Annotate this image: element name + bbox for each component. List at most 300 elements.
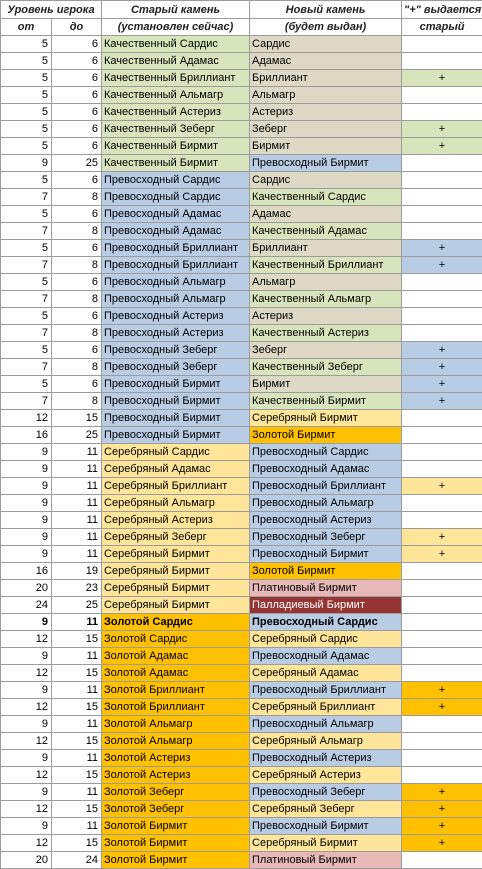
plus-returned-header: "+" выдается	[402, 1, 482, 19]
level-to-cell: 15	[52, 699, 102, 716]
plus-returned-cell: +	[402, 682, 482, 699]
new-stone-cell: Превосходный Бриллиант	[250, 682, 402, 699]
player-level-header: Уровень игрока	[1, 1, 102, 19]
table-row	[1, 36, 482, 53]
old-stone-cell: Качественный Зеберг	[102, 121, 250, 138]
old-stone-cell: Превосходный Бирмит	[102, 410, 250, 427]
level-to-cell: 8	[52, 359, 102, 376]
table-row	[1, 291, 482, 308]
level-from-cell: 5	[1, 240, 52, 257]
level-from-cell: 5	[1, 274, 52, 291]
plus-returned-cell: +	[402, 138, 482, 155]
plus-returned-cell	[402, 223, 482, 240]
old-stone-cell: Серебряный Бирмит	[102, 597, 250, 614]
new-stone-cell: Серебряный Бирмит	[250, 835, 402, 852]
plus-returned-cell	[402, 291, 482, 308]
new-stone-cell: Превосходный Бирмит	[250, 546, 402, 563]
plus-returned-cell	[402, 512, 482, 529]
level-from-cell: 9	[1, 682, 52, 699]
old-stone-cell: Превосходный Альмагр	[102, 291, 250, 308]
level-from-cell: 12	[1, 410, 52, 427]
table-row	[1, 376, 482, 393]
old-stone-cell: Золотой Альмагр	[102, 716, 250, 733]
new-stone-cell: Серебряный Альмагр	[250, 733, 402, 750]
new-stone-cell: Превосходный Альмагр	[250, 716, 402, 733]
level-to-cell: 11	[52, 444, 102, 461]
level-to-cell: 15	[52, 665, 102, 682]
new-stone-cell: Бирмит	[250, 376, 402, 393]
level-to-cell: 6	[52, 121, 102, 138]
level-to-cell: 25	[52, 155, 102, 172]
level-to-cell: 6	[52, 308, 102, 325]
level-from-cell: 5	[1, 376, 52, 393]
table-row	[1, 427, 482, 444]
old-stone-cell: Превосходный Адамас	[102, 206, 250, 223]
old-stone-cell: Превосходный Бирмит	[102, 427, 250, 444]
level-to-cell: 11	[52, 529, 102, 546]
level-from-cell: 5	[1, 138, 52, 155]
plus-returned-cell	[402, 104, 482, 121]
table-row	[1, 53, 482, 70]
level-to-cell: 8	[52, 325, 102, 342]
level-from-cell: 9	[1, 818, 52, 835]
new-stone-cell: Превосходный Зеберг	[250, 529, 402, 546]
table-row	[1, 104, 482, 121]
plus-returned-cell	[402, 172, 482, 189]
from-header: от	[1, 19, 52, 36]
plus-returned-cell	[402, 444, 482, 461]
level-from-cell: 7	[1, 325, 52, 342]
plus-returned-cell: +	[402, 393, 482, 410]
table-row	[1, 257, 482, 274]
level-from-cell: 9	[1, 155, 52, 172]
table-body	[1, 36, 482, 869]
old-stone-cell: Качественный Астериз	[102, 104, 250, 121]
old-stone-subheader: (установлен сейчас)	[102, 19, 250, 36]
level-to-cell: 11	[52, 750, 102, 767]
plus-returned-cell	[402, 767, 482, 784]
table-row	[1, 274, 482, 291]
table-row	[1, 223, 482, 240]
level-from-cell: 9	[1, 495, 52, 512]
table-row	[1, 206, 482, 223]
level-from-cell: 9	[1, 444, 52, 461]
table-row	[1, 87, 482, 104]
new-stone-cell: Серебряный Бирмит	[250, 410, 402, 427]
table-row	[1, 172, 482, 189]
new-stone-cell: Астериз	[250, 104, 402, 121]
table-row	[1, 563, 482, 580]
new-stone-cell: Превосходный Бриллиант	[250, 478, 402, 495]
plus-returned-cell	[402, 427, 482, 444]
table-row	[1, 546, 482, 563]
new-stone-cell: Зеберг	[250, 121, 402, 138]
plus-returned-cell	[402, 461, 482, 478]
level-from-cell: 7	[1, 291, 52, 308]
old-stone-cell: Серебряный Альмагр	[102, 495, 250, 512]
plus-returned-cell: +	[402, 801, 482, 818]
plus-returned-cell: +	[402, 70, 482, 87]
new-stone-cell: Адамас	[250, 53, 402, 70]
new-stone-cell: Превосходный Астериз	[250, 750, 402, 767]
level-to-cell: 6	[52, 206, 102, 223]
new-stone-cell: Превосходный Бирмит	[250, 818, 402, 835]
new-stone-cell: Превосходный Астериз	[250, 512, 402, 529]
level-to-cell: 6	[52, 36, 102, 53]
old-stone-cell: Качественный Бирмит	[102, 138, 250, 155]
level-to-cell: 11	[52, 648, 102, 665]
old-stone-cell: Превосходный Сардис	[102, 172, 250, 189]
table-row	[1, 512, 482, 529]
plus-returned-cell: +	[402, 784, 482, 801]
level-to-cell: 11	[52, 716, 102, 733]
new-stone-cell: Качественный Сардис	[250, 189, 402, 206]
plus-returned-cell: +	[402, 529, 482, 546]
level-to-cell: 8	[52, 393, 102, 410]
table-row	[1, 801, 482, 818]
old-stone-cell: Золотой Бирмит	[102, 852, 250, 869]
level-to-cell: 11	[52, 495, 102, 512]
new-stone-cell: Зеберг	[250, 342, 402, 359]
table-row	[1, 648, 482, 665]
new-stone-subheader: (будет выдан)	[250, 19, 402, 36]
table-row	[1, 138, 482, 155]
new-stone-cell: Превосходный Бирмит	[250, 155, 402, 172]
table-row	[1, 359, 482, 376]
plus-returned-cell: +	[402, 478, 482, 495]
table-row	[1, 478, 482, 495]
old-stone-cell: Качественный Бриллиант	[102, 70, 250, 87]
old-stone-cell: Серебряный Зеберг	[102, 529, 250, 546]
new-stone-cell: Адамас	[250, 206, 402, 223]
level-from-cell: 12	[1, 699, 52, 716]
level-to-cell: 6	[52, 104, 102, 121]
table-row	[1, 716, 482, 733]
plus-returned-cell	[402, 53, 482, 70]
old-stone-cell: Золотой Зеберг	[102, 801, 250, 818]
new-stone-cell: Золотой Бирмит	[250, 427, 402, 444]
level-from-cell: 9	[1, 648, 52, 665]
table-row	[1, 818, 482, 835]
level-from-cell: 12	[1, 665, 52, 682]
level-to-cell: 23	[52, 580, 102, 597]
plus-returned-cell	[402, 597, 482, 614]
old-stone-cell: Серебряный Бирмит	[102, 580, 250, 597]
level-to-cell: 11	[52, 784, 102, 801]
new-stone-cell: Превосходный Адамас	[250, 648, 402, 665]
old-stone-cell: Золотой Бирмит	[102, 835, 250, 852]
level-to-cell: 11	[52, 512, 102, 529]
level-from-cell: 5	[1, 70, 52, 87]
level-from-cell: 5	[1, 206, 52, 223]
plus-returned-cell	[402, 36, 482, 53]
level-from-cell: 9	[1, 478, 52, 495]
level-from-cell: 9	[1, 546, 52, 563]
level-from-cell: 24	[1, 597, 52, 614]
table-row	[1, 461, 482, 478]
old-stone-cell: Превосходный Астериз	[102, 325, 250, 342]
table-row	[1, 529, 482, 546]
header-row-1	[1, 1, 482, 19]
level-from-cell: 7	[1, 189, 52, 206]
level-from-cell: 5	[1, 172, 52, 189]
plus-returned-cell	[402, 852, 482, 869]
old-stone-cell: Золотой Бирмит	[102, 818, 250, 835]
table-row	[1, 699, 482, 716]
level-to-cell: 8	[52, 223, 102, 240]
new-stone-cell: Бриллиант	[250, 70, 402, 87]
plus-returned-cell	[402, 716, 482, 733]
new-stone-cell: Качественный Альмагр	[250, 291, 402, 308]
level-from-cell: 9	[1, 529, 52, 546]
level-to-cell: 6	[52, 172, 102, 189]
old-stone-cell: Качественный Альмагр	[102, 87, 250, 104]
old-stone-cell: Золотой Зеберг	[102, 784, 250, 801]
level-to-cell: 11	[52, 546, 102, 563]
level-to-cell: 6	[52, 138, 102, 155]
new-stone-cell: Качественный Адамас	[250, 223, 402, 240]
table-row	[1, 325, 482, 342]
old-stone-cell: Золотой Бриллиант	[102, 682, 250, 699]
new-stone-cell: Превосходный Сардис	[250, 444, 402, 461]
level-to-cell: 8	[52, 291, 102, 308]
level-from-cell: 9	[1, 716, 52, 733]
old-stone-cell: Золотой Астериз	[102, 767, 250, 784]
level-to-cell: 6	[52, 240, 102, 257]
old-stone-cell: Превосходный Астериз	[102, 308, 250, 325]
old-stone-cell: Превосходный Альмагр	[102, 274, 250, 291]
table-row	[1, 784, 482, 801]
new-stone-cell: Палладиевый Бирмит	[250, 597, 402, 614]
old-stone-cell: Качественный Сардис	[102, 36, 250, 53]
plus-returned-cell	[402, 87, 482, 104]
old-stone-cell: Золотой Астериз	[102, 750, 250, 767]
table-row	[1, 495, 482, 512]
level-from-cell: 9	[1, 512, 52, 529]
new-stone-cell: Бирмит	[250, 138, 402, 155]
level-from-cell: 16	[1, 563, 52, 580]
plus-returned-cell	[402, 580, 482, 597]
new-stone-cell: Золотой Бирмит	[250, 563, 402, 580]
table-row	[1, 767, 482, 784]
old-stone-header: Старый камень	[102, 1, 250, 19]
level-from-cell: 12	[1, 733, 52, 750]
plus-returned-cell: +	[402, 376, 482, 393]
new-stone-cell: Астериз	[250, 308, 402, 325]
old-stone-cell: Качественный Бирмит	[102, 155, 250, 172]
new-stone-cell: Качественный Астериз	[250, 325, 402, 342]
old-stone-cell: Превосходный Зеберг	[102, 342, 250, 359]
level-to-cell: 6	[52, 376, 102, 393]
plus-returned-cell	[402, 665, 482, 682]
level-from-cell: 12	[1, 767, 52, 784]
new-stone-cell: Серебряный Зеберг	[250, 801, 402, 818]
new-stone-cell: Серебряный Адамас	[250, 665, 402, 682]
plus-returned-cell	[402, 733, 482, 750]
old-stone-cell: Золотой Адамас	[102, 648, 250, 665]
level-from-cell: 16	[1, 427, 52, 444]
plus-returned-cell: +	[402, 240, 482, 257]
level-from-cell: 5	[1, 342, 52, 359]
level-to-cell: 6	[52, 87, 102, 104]
plus-returned-cell	[402, 189, 482, 206]
level-to-cell: 11	[52, 478, 102, 495]
level-from-cell: 20	[1, 580, 52, 597]
plus-returned-subheader: старый	[402, 19, 482, 36]
to-header: до	[52, 19, 102, 36]
old-stone-cell: Превосходный Адамас	[102, 223, 250, 240]
plus-returned-cell	[402, 631, 482, 648]
table-row	[1, 733, 482, 750]
old-stone-cell: Превосходный Бриллиант	[102, 240, 250, 257]
level-from-cell: 12	[1, 801, 52, 818]
plus-returned-cell	[402, 410, 482, 427]
level-from-cell: 7	[1, 359, 52, 376]
table-row	[1, 444, 482, 461]
old-stone-cell: Серебряный Бирмит	[102, 563, 250, 580]
plus-returned-cell: +	[402, 257, 482, 274]
plus-returned-cell: +	[402, 546, 482, 563]
level-to-cell: 6	[52, 342, 102, 359]
new-stone-cell: Бриллиант	[250, 240, 402, 257]
level-to-cell: 25	[52, 427, 102, 444]
old-stone-cell: Превосходный Бриллиант	[102, 257, 250, 274]
plus-returned-cell	[402, 563, 482, 580]
level-from-cell: 5	[1, 121, 52, 138]
old-stone-cell: Серебряный Сардис	[102, 444, 250, 461]
plus-returned-cell	[402, 206, 482, 223]
table-row	[1, 189, 482, 206]
level-from-cell: 5	[1, 87, 52, 104]
old-stone-cell: Золотой Сардис	[102, 631, 250, 648]
level-to-cell: 6	[52, 70, 102, 87]
table-row	[1, 835, 482, 852]
new-stone-cell: Превосходный Зеберг	[250, 784, 402, 801]
level-from-cell: 9	[1, 461, 52, 478]
new-stone-cell: Сардис	[250, 36, 402, 53]
plus-returned-cell	[402, 750, 482, 767]
new-stone-cell: Серебряный Астериз	[250, 767, 402, 784]
new-stone-cell: Альмагр	[250, 87, 402, 104]
table-row	[1, 750, 482, 767]
level-from-cell: 9	[1, 750, 52, 767]
level-from-cell: 5	[1, 36, 52, 53]
plus-returned-cell	[402, 325, 482, 342]
level-to-cell: 15	[52, 835, 102, 852]
plus-returned-cell	[402, 155, 482, 172]
level-to-cell: 11	[52, 614, 102, 631]
table-row	[1, 308, 482, 325]
old-stone-cell: Превосходный Бирмит	[102, 393, 250, 410]
table-row	[1, 121, 482, 138]
old-stone-cell: Золотой Сардис	[102, 614, 250, 631]
table-row	[1, 631, 482, 648]
level-to-cell: 15	[52, 801, 102, 818]
old-stone-cell: Серебряный Бирмит	[102, 546, 250, 563]
new-stone-cell: Качественный Зеберг	[250, 359, 402, 376]
table-row	[1, 852, 482, 869]
table-row	[1, 682, 482, 699]
new-stone-cell: Платиновый Бирмит	[250, 852, 402, 869]
old-stone-cell: Превосходный Сардис	[102, 189, 250, 206]
level-to-cell: 11	[52, 461, 102, 478]
level-from-cell: 12	[1, 835, 52, 852]
level-to-cell: 8	[52, 189, 102, 206]
level-from-cell: 20	[1, 852, 52, 869]
new-stone-cell: Превосходный Адамас	[250, 461, 402, 478]
level-from-cell: 5	[1, 104, 52, 121]
new-stone-cell: Качественный Бирмит	[250, 393, 402, 410]
new-stone-cell: Альмагр	[250, 274, 402, 291]
new-stone-cell: Сардис	[250, 172, 402, 189]
level-to-cell: 6	[52, 274, 102, 291]
level-to-cell: 24	[52, 852, 102, 869]
new-stone-cell: Превосходный Сардис	[250, 614, 402, 631]
plus-returned-cell: +	[402, 359, 482, 376]
plus-returned-cell: +	[402, 342, 482, 359]
new-stone-cell: Серебряный Бриллиант	[250, 699, 402, 716]
old-stone-cell: Качественный Адамас	[102, 53, 250, 70]
new-stone-cell: Превосходный Альмагр	[250, 495, 402, 512]
table-row	[1, 614, 482, 631]
level-to-cell: 15	[52, 631, 102, 648]
table-row	[1, 665, 482, 682]
table-row	[1, 155, 482, 172]
new-stone-cell: Платиновый Бирмит	[250, 580, 402, 597]
level-to-cell: 8	[52, 257, 102, 274]
plus-returned-cell	[402, 648, 482, 665]
level-to-cell: 6	[52, 53, 102, 70]
header-row-2	[1, 19, 482, 36]
table-row	[1, 393, 482, 410]
plus-returned-cell: +	[402, 835, 482, 852]
level-to-cell: 11	[52, 818, 102, 835]
old-stone-cell: Серебряный Адамас	[102, 461, 250, 478]
old-stone-cell: Превосходный Бирмит	[102, 376, 250, 393]
old-stone-cell: Серебряный Астериз	[102, 512, 250, 529]
plus-returned-cell: +	[402, 818, 482, 835]
level-to-cell: 19	[52, 563, 102, 580]
table-row	[1, 70, 482, 87]
level-from-cell: 9	[1, 614, 52, 631]
plus-returned-cell	[402, 495, 482, 512]
old-stone-cell: Серебряный Бриллиант	[102, 478, 250, 495]
level-to-cell: 15	[52, 410, 102, 427]
table-row	[1, 580, 482, 597]
level-to-cell: 25	[52, 597, 102, 614]
level-from-cell: 7	[1, 223, 52, 240]
old-stone-cell: Золотой Альмагр	[102, 733, 250, 750]
new-stone-cell: Качественный Бриллиант	[250, 257, 402, 274]
old-stone-cell: Золотой Бриллиант	[102, 699, 250, 716]
level-to-cell: 11	[52, 682, 102, 699]
old-stone-cell: Превосходный Зеберг	[102, 359, 250, 376]
level-from-cell: 12	[1, 631, 52, 648]
new-stone-cell: Серебряный Сардис	[250, 631, 402, 648]
level-from-cell: 7	[1, 393, 52, 410]
table-row	[1, 342, 482, 359]
plus-returned-cell: +	[402, 121, 482, 138]
table-row	[1, 597, 482, 614]
table-row	[1, 410, 482, 427]
new-stone-header: Новый камень	[250, 1, 402, 19]
level-from-cell: 5	[1, 308, 52, 325]
level-from-cell: 9	[1, 784, 52, 801]
plus-returned-cell	[402, 274, 482, 291]
table-row	[1, 240, 482, 257]
plus-returned-cell	[402, 308, 482, 325]
level-from-cell: 7	[1, 257, 52, 274]
